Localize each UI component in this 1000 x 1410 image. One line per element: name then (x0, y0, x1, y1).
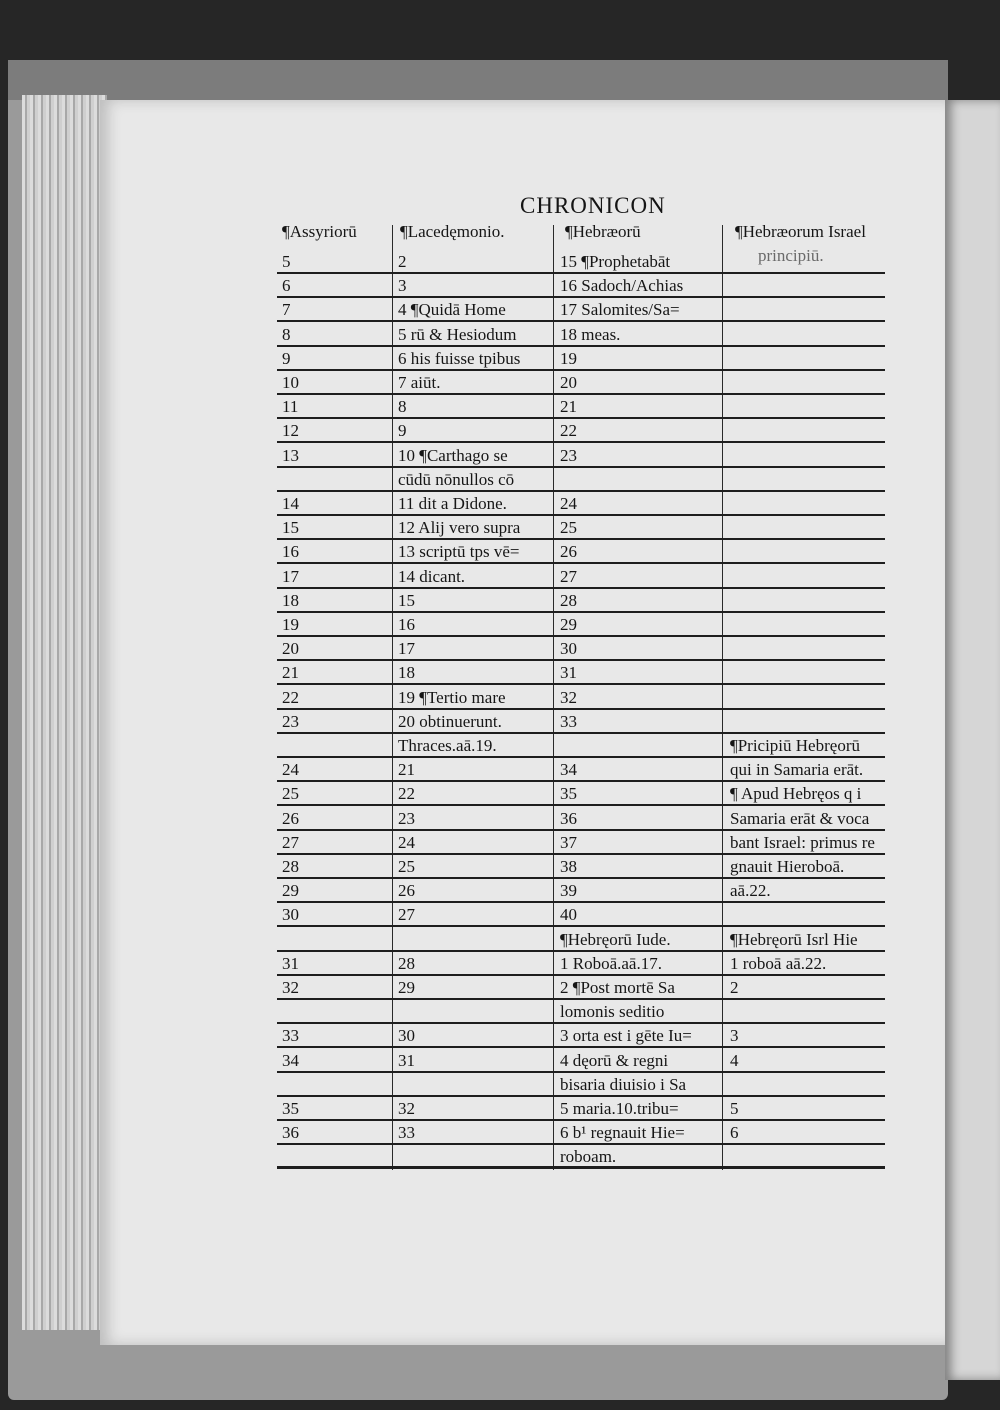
book-top-edge (8, 60, 948, 100)
table-cell: bisaria diuisio i Sa (560, 1074, 687, 1094)
table-cell: 29 (282, 881, 299, 901)
table-cell: 20 (560, 373, 577, 392)
table-cell: 19 ¶Tertio mare (398, 687, 506, 707)
table-cell: 9 (398, 421, 407, 441)
table-cell: ¶Hebręorū Iude. (560, 929, 671, 949)
table-cell: 1 roboā aā.22. (730, 953, 827, 973)
table-cell: 2 (398, 252, 407, 271)
table-cell: 30 (282, 905, 299, 925)
table-cell: 18 (282, 590, 299, 610)
table-cell: 21 (282, 663, 299, 683)
table-cell: 32 (282, 978, 299, 997)
table-cell: 32 (560, 687, 577, 707)
table-cell: 6 (730, 1123, 739, 1143)
table-cell: 28 (282, 857, 299, 876)
table-cell: 7 (282, 300, 291, 320)
table-cell: 31 (398, 1050, 415, 1070)
table-cell: 1 Roboā.aā.17. (560, 953, 662, 973)
table-cell: lomonis seditio (560, 1002, 665, 1022)
table-cell: 34 (282, 1050, 299, 1070)
table-cell: 11 (282, 397, 299, 417)
column-rule-2 (553, 225, 554, 1170)
table-cell: 5 (730, 1099, 739, 1118)
table-cell: 21 (560, 397, 577, 417)
header-assyriorum: ¶Assyriorū (282, 222, 357, 241)
table-cell: 24 (398, 832, 415, 852)
table-cell: 26 (560, 542, 577, 562)
table-cell: 9 (282, 348, 291, 368)
header-israel-sub: principiū. (758, 246, 824, 265)
table-cell: 36 (560, 808, 577, 828)
table-cell: 2 (730, 978, 739, 997)
table-cell: 15 (282, 518, 299, 538)
table-cell: 33 (398, 1123, 415, 1143)
table-cell: 15 ¶Prophetabāt (560, 252, 671, 271)
table-cell: 3 (398, 276, 407, 296)
table-cell: 26 (282, 808, 299, 828)
table-cell: 25 (560, 518, 577, 538)
table-cell: 17 (282, 566, 299, 586)
table-cell: 4 (730, 1050, 739, 1070)
table-cell: 16 Sadoch/Achias (560, 276, 684, 296)
table-cell: 20 (282, 639, 299, 659)
table-cell: 24 (282, 760, 299, 780)
table-cell: 22 (282, 687, 299, 707)
table-cell: 18 (398, 663, 415, 683)
table-cell: 27 (398, 905, 415, 925)
table-cell: 2 ¶Post mortē Sa (560, 978, 675, 997)
table-cell: 14 dicant. (398, 566, 466, 586)
table-cell: 23 (398, 808, 415, 828)
table-cell: 28 (398, 953, 415, 973)
table-cell: aā.22. (730, 881, 771, 901)
table-cell: 4 dęorū & regni (560, 1050, 669, 1070)
table-cell: 8 (398, 397, 407, 417)
table-cell: 16 (282, 542, 299, 562)
table-cell: 27 (282, 832, 299, 852)
column-lacedemoniorum (398, 250, 550, 1170)
table-cell: 27 (560, 566, 577, 586)
table-cell: 25 (398, 857, 415, 876)
table-cell: 6 his fuisse tpibus (398, 348, 521, 368)
table-cell: 5 rū & Hesiodum (398, 324, 517, 344)
table-cell: 25 (282, 784, 299, 804)
table-cell: qui in Samaria erāt. (730, 760, 864, 780)
table-cell: 7 aiūt. (398, 373, 441, 392)
table-cell: 35 (282, 1099, 299, 1118)
column-israel (730, 250, 890, 1170)
table-cell: 33 (282, 1026, 299, 1046)
table-cell: 13 (282, 445, 299, 465)
table-cell: 11 dit a Didone. (398, 494, 507, 513)
table-cell: 30 (398, 1026, 415, 1046)
table-cell: 3 (730, 1026, 739, 1046)
table-cell: 23 (282, 711, 299, 731)
table-cell: 18 meas. (560, 324, 621, 344)
table-cell: 13 scriptū tps vē= (398, 542, 520, 562)
table-cell: 19 (560, 348, 577, 368)
table-cell: 19 (282, 615, 299, 634)
table-cell: ¶Hebręorū Isrl Hie (730, 929, 858, 949)
table-cell: 5 maria.10.tribu= (560, 1099, 679, 1118)
table-cell: gnauit Hieroboā. (730, 857, 845, 876)
table-cell: 3 orta est i gēte Iu= (560, 1026, 692, 1046)
table-cell: 28 (560, 590, 577, 610)
column-hebraeorum (560, 250, 720, 1170)
table-cell: 34 (560, 760, 577, 780)
table-cell: 22 (560, 421, 577, 441)
table-cell: 16 (398, 615, 415, 634)
table-cell: 10 (282, 373, 299, 392)
table-cell: 12 (282, 421, 299, 441)
table-cell: Samaria erāt & voca (730, 808, 870, 828)
table-cell: 37 (560, 832, 577, 852)
table-cell: 17 Salomites/Sa= (560, 300, 680, 320)
table-cell: 32 (398, 1099, 415, 1118)
table-cell: 39 (560, 881, 577, 901)
header-lacedemoniorum: ¶Lacedęmonio. (400, 222, 505, 241)
table-cell: 20 obtinuerunt. (398, 711, 502, 731)
table-cell: 31 (560, 663, 577, 683)
adjacent-page (945, 100, 1000, 1380)
table-cell: 14 (282, 494, 299, 513)
column-rule-3 (722, 225, 723, 1170)
table-cell: 12 Alij vero supra (398, 518, 521, 538)
table-cell: 17 (398, 639, 415, 659)
table-cell: 21 (398, 760, 415, 780)
table-cell: 29 (398, 978, 415, 997)
table-cell: 8 (282, 324, 291, 344)
table-cell: 24 (560, 494, 577, 513)
table-cell: 26 (398, 881, 415, 901)
table-cell: 6 (282, 276, 291, 296)
table-cell: 10 ¶Carthago se (398, 445, 508, 465)
table-cell: 40 (560, 905, 577, 925)
column-rule-1 (392, 225, 393, 1170)
table-cell: 23 (560, 445, 577, 465)
table-cell: ¶Pricipiū Hebręorū (730, 736, 860, 755)
table-cell: ¶ Apud Hebręos q i (730, 784, 862, 804)
table-cell: 6 b¹ regnauit Hie= (560, 1123, 685, 1143)
table-cell: Thraces.aā.19. (398, 736, 497, 755)
table-cell: 15 (398, 590, 415, 610)
table-cell: roboam. (560, 1147, 617, 1167)
header-hebraeorum-israel: ¶Hebræorum Israel (735, 222, 866, 241)
table-cell: bant Israel: primus re (730, 832, 875, 852)
table-cell: 31 (282, 953, 299, 973)
table-cell: 30 (560, 639, 577, 659)
table-cell: 4 ¶Quidā Home (398, 300, 506, 320)
table-cell: 36 (282, 1123, 299, 1143)
table-bottom-rule (277, 1166, 885, 1168)
table-cell: 38 (560, 857, 577, 876)
table-cell: 35 (560, 784, 577, 804)
page-title: CHRONICON (520, 193, 666, 218)
column-assyriorum (282, 250, 387, 1170)
header-hebraeorum: ¶Hebræorū (565, 222, 641, 241)
page-edges (22, 95, 107, 1330)
table-cell: 29 (560, 615, 577, 634)
table-cell: cūdū nōnullos cō (398, 469, 515, 489)
table-cell: 5 (282, 252, 291, 271)
table-cell: 33 (560, 711, 577, 731)
table-cell: 22 (398, 784, 415, 804)
